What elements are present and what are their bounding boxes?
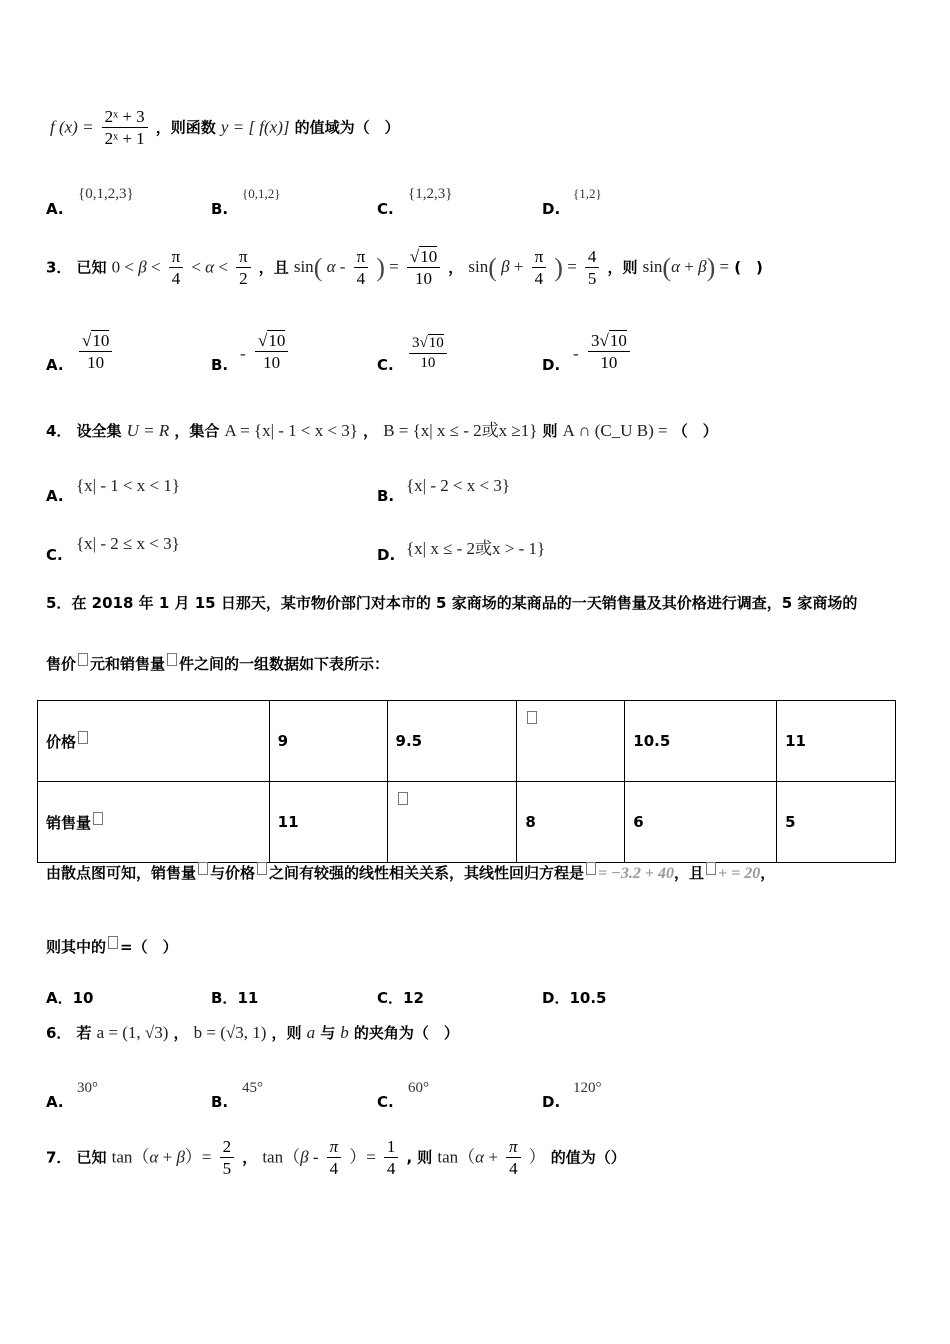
table-cell: 11	[777, 701, 896, 782]
q6-option-d-value: 120°	[573, 1080, 602, 1096]
q5-option-c[interactable]: C．12	[377, 989, 424, 1007]
q5-option-d[interactable]: D．10.5	[542, 989, 607, 1007]
table-row	[38, 701, 896, 782]
q6-option-a-label[interactable]: A.	[46, 1093, 64, 1111]
q6-option-a-value: 30°	[77, 1080, 98, 1096]
q6-option-b-value: 45°	[242, 1080, 263, 1096]
table-cell: 9	[269, 701, 387, 782]
q5-line4: 则其中的 =（ ）	[46, 938, 178, 956]
q2-stem: f (x) = $\frac{\text{2ˣ + 3}}{\text{2ˣ + 1}}$ ，则函数 y = [ f(x)] 的值域为（ ）	[50, 107, 400, 149]
table-cell: 6	[625, 782, 777, 863]
q3-option-d-value: $\frac{3√10}{10}$	[588, 330, 630, 374]
q5-option-a[interactable]: A．10	[46, 989, 94, 1007]
q3-pi-over-2: $\frac{\pi}{2}$	[236, 246, 251, 290]
q2-option-b-value: {0,1,2}	[242, 186, 281, 201]
q4-option-c-label[interactable]: C.	[46, 546, 63, 564]
q4-option-a-value: {x| - 1 < x < 1}	[76, 476, 181, 495]
q6-stem: 6． 若 a = (1, √3) ， b = (√3, 1) ，则 a 与 b 的夹角为（ ）	[46, 1023, 459, 1042]
table-cell: 8	[517, 782, 625, 863]
q6-vector-a: a = (1, √3)	[96, 1023, 169, 1042]
table-cell: 11	[269, 782, 387, 863]
table-cell: 9.5	[387, 701, 517, 782]
q2-option-c-label[interactable]: C.	[377, 200, 394, 218]
table-cell	[517, 701, 625, 782]
q5-line3: 由散点图可知，销售量 与价格 之间有较强的线性相关关系，其线性回归方程是 = −3.2 + 40，且 + = 20，	[46, 864, 776, 882]
q3-option-c-value: $\frac{3√10}{10}$	[409, 334, 447, 373]
missing-glyph-icon	[78, 731, 88, 744]
q2-fraction: $\frac{\text{2ˣ + 3}}{\text{2ˣ + 1}}$	[102, 106, 148, 150]
missing-glyph-icon	[257, 862, 267, 875]
q2-option-b-label[interactable]: B.	[211, 200, 229, 218]
missing-glyph-icon	[586, 862, 596, 875]
q4-option-b-value: {x| - 2 < x < 3}	[406, 476, 511, 495]
missing-glyph-icon	[398, 792, 408, 805]
missing-glyph-icon	[78, 653, 88, 666]
q3-condition: 0 < β <	[111, 257, 161, 277]
q5-option-b[interactable]: B．11	[211, 989, 259, 1007]
q3-target: sin(α + β) =	[642, 253, 730, 283]
q3-option-d-label[interactable]: D.	[542, 356, 561, 374]
q6-option-d-label[interactable]: D.	[542, 1093, 561, 1111]
missing-glyph-icon	[527, 711, 537, 724]
q4-option-b-label[interactable]: B.	[377, 487, 395, 505]
missing-glyph-icon	[198, 862, 208, 875]
q3-option-b-value: $\frac{√10}{10}$	[255, 330, 288, 374]
missing-glyph-icon	[167, 653, 177, 666]
q4-option-a-label[interactable]: A.	[46, 487, 64, 505]
q3-stem: 3． 已知 0 < β < $\frac{\pi}{4}$ < α < $\frac{\pi}{2}$ ，且 sin( α - $\frac{\pi}{4}$ ) = $\frac{√10}{10}$ ， sin( β + $\frac{\pi}{4}$ ) = $\frac{4}{5}$ ，则 sin(α + β) = ( )	[46, 247, 763, 289]
q2-option-d-value: {1,2}	[573, 186, 602, 201]
q3-sin2: sin( β +	[468, 253, 524, 283]
q4-stem: 4． 设全集 U = R ，集合 A = {x| - 1 < x < 3} ， B = {x| x ≤ - 2或x ≥1} 则 A ∩ (C_U B) = （ ）	[46, 421, 718, 440]
q2-option-a-value: {0,1,2,3}	[78, 186, 134, 202]
q3-pi-over-4: $\frac{\pi}{4}$	[169, 246, 184, 290]
table-cell: 价格	[38, 701, 270, 782]
q7-tan1: tan（α + β）=	[111, 1147, 212, 1167]
q5-line1: 5．在 2018 年 1 月 15 日那天，某市物价部门对本市的 5 家商场的某商品的一天销售量及其价格进行调查，5 家商场的	[46, 594, 858, 612]
q5-data-table	[37, 700, 896, 863]
q4-option-c-value: {x| - 2 ≤ x < 3}	[76, 534, 180, 553]
table-cell: 10.5	[625, 701, 777, 782]
q3-option-c-label[interactable]: C.	[377, 356, 394, 374]
q2-option-d-label[interactable]: D.	[542, 200, 561, 218]
q4-option-d-value: {x| x ≤ - 2或x > - 1}	[406, 539, 546, 558]
missing-glyph-icon	[93, 812, 103, 825]
table-cell	[387, 782, 517, 863]
q2-fx: f (x) =	[50, 117, 94, 137]
q6-option-b-label[interactable]: B.	[211, 1093, 229, 1111]
table-cell: 5	[777, 782, 896, 863]
q3-option-a-label[interactable]: A.	[46, 356, 64, 374]
missing-glyph-icon	[706, 862, 716, 875]
q2-option-c-value: {1,2,3}	[408, 186, 453, 202]
q5-line2: 售价 元和销售量 件之间的一组数据如下表所示：	[46, 655, 390, 673]
q5-regression: = −3.2 + 40	[598, 865, 674, 882]
q7-tan2: tan（β -	[262, 1147, 319, 1167]
table-row	[38, 782, 896, 863]
q3-sin1: sin( α -	[293, 253, 346, 283]
q7-stem: 7． 已知 tan（α + β）= $\frac{2}{5}$ ， tan（β - $\frac{\pi}{4}$ ）= $\frac{1}{4}$ , 则 tan（α + $\frac{\pi}{4}$ ） 的值为（）	[46, 1137, 626, 1179]
q3-option-a-value: $\frac{√10}{10}$	[79, 330, 112, 374]
table-cell: 销售量	[38, 782, 270, 863]
q3-option-b-label[interactable]: B.	[211, 356, 229, 374]
q7-tan3: tan（α +	[437, 1147, 498, 1167]
q6-option-c-value: 60°	[408, 1080, 429, 1096]
q5-sum: + = 20	[718, 865, 761, 882]
q6-option-c-label[interactable]: C.	[377, 1093, 394, 1111]
q6-vector-b: b = (√3, 1)	[193, 1023, 267, 1042]
q2-option-a-label[interactable]: A.	[46, 200, 64, 218]
q4-option-d-label[interactable]: D.	[377, 546, 396, 564]
missing-glyph-icon	[108, 936, 118, 949]
